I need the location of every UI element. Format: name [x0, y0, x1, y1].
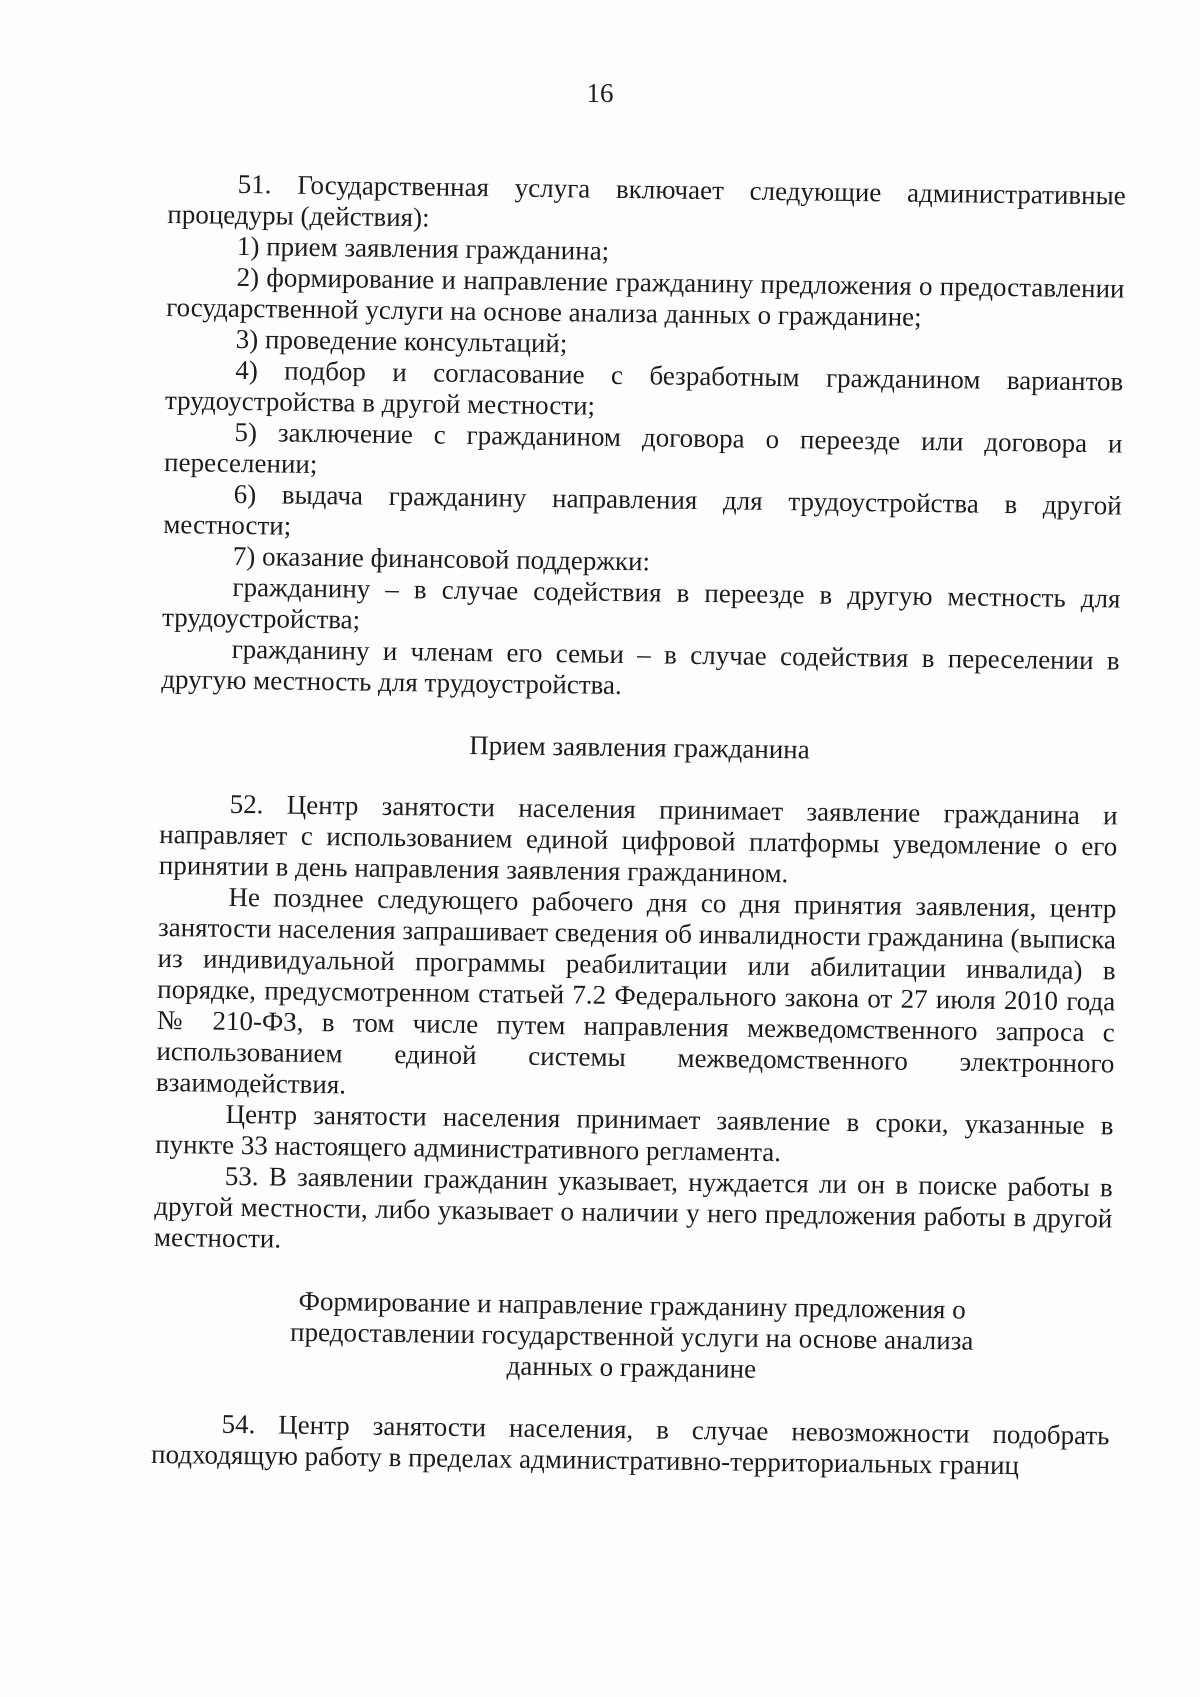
paragraph-52: 52. Центр занятости населения принимает заявление гражданина и направляет с использованием единой цифровой платформы уведомление о его принятии в день направления заявления гражданином. — [158, 788, 1118, 889]
list-item-6: 6) выдача гражданину направления для трудоустройства в другой местности; — [163, 478, 1122, 541]
list-subitem-family: гражданину и членам его семьи – в случае содействия в переселении в другую местность для трудоустройства. — [161, 633, 1120, 700]
section-heading-offer: Формирование и направление гражданину предложения о предоставлении государственной услуги на основе анализа данных о гражданине — [289, 1285, 974, 1384]
paragraph-53: 53. В заявлении гражданин указывает, нуждается ли он в поиске работы в другой местности, либо указывает о наличии у него предложения работы в другой местности. — [153, 1160, 1113, 1254]
list-item-5: 5) заключение с гражданином договора о переезде или договора и переселении; — [163, 416, 1123, 479]
page-number: 16 — [586, 78, 614, 108]
list-subitem-citizen: гражданину – в случае содействия в переезде в другую местность для трудоустройства; — [161, 571, 1121, 635]
paragraph-52-terms: Центр занятости населения принимает заявление в сроки, указанные в пункте 33 настоящего административного регламента. — [155, 1098, 1114, 1168]
section-heading-application: Прием заявления гражданина — [469, 729, 810, 765]
list-item-4: 4) подбор и согласование с безработным гражданином вариантов трудоустройства в другой местности; — [164, 354, 1124, 421]
paragraph-51: 51. Государственная услуга включает следующие административные процедуры (действия): — [167, 168, 1126, 233]
list-item-7: 7) оказание финансовой поддержки: — [232, 540, 651, 577]
list-item-2: 2) формирование и направление гражданину предложения о предоставлении государственной услуги на основе анализа данных о гражданине; — [165, 261, 1125, 332]
list-item-3: 3) проведение консультаций; — [235, 323, 568, 359]
paragraph-52-deadline: Не позднее следующего рабочего дня со дня принятия заявления, центр занятости населения запрашивает сведения об инвалидности гражданина (выписка из индивидуальной программы реабилитации или абилитации инвалида) в порядке, предусмотренном статьей 7.2 Федерального закона от 27 июля 2010 года № 210-ФЗ, в том числе путем направления межведомственного запроса с использованием единой системы межведомственного электронного взаимодействия. — [155, 881, 1117, 1100]
document-body — [151, 168, 1126, 1482]
paragraph-54: 54. Центр занятости населения, в случае невозможности подобрать подходящую работу в пределах административно-территориальных границ — [150, 1408, 1110, 1481]
list-item-1: 1) прием заявления гражданина; — [236, 230, 610, 266]
